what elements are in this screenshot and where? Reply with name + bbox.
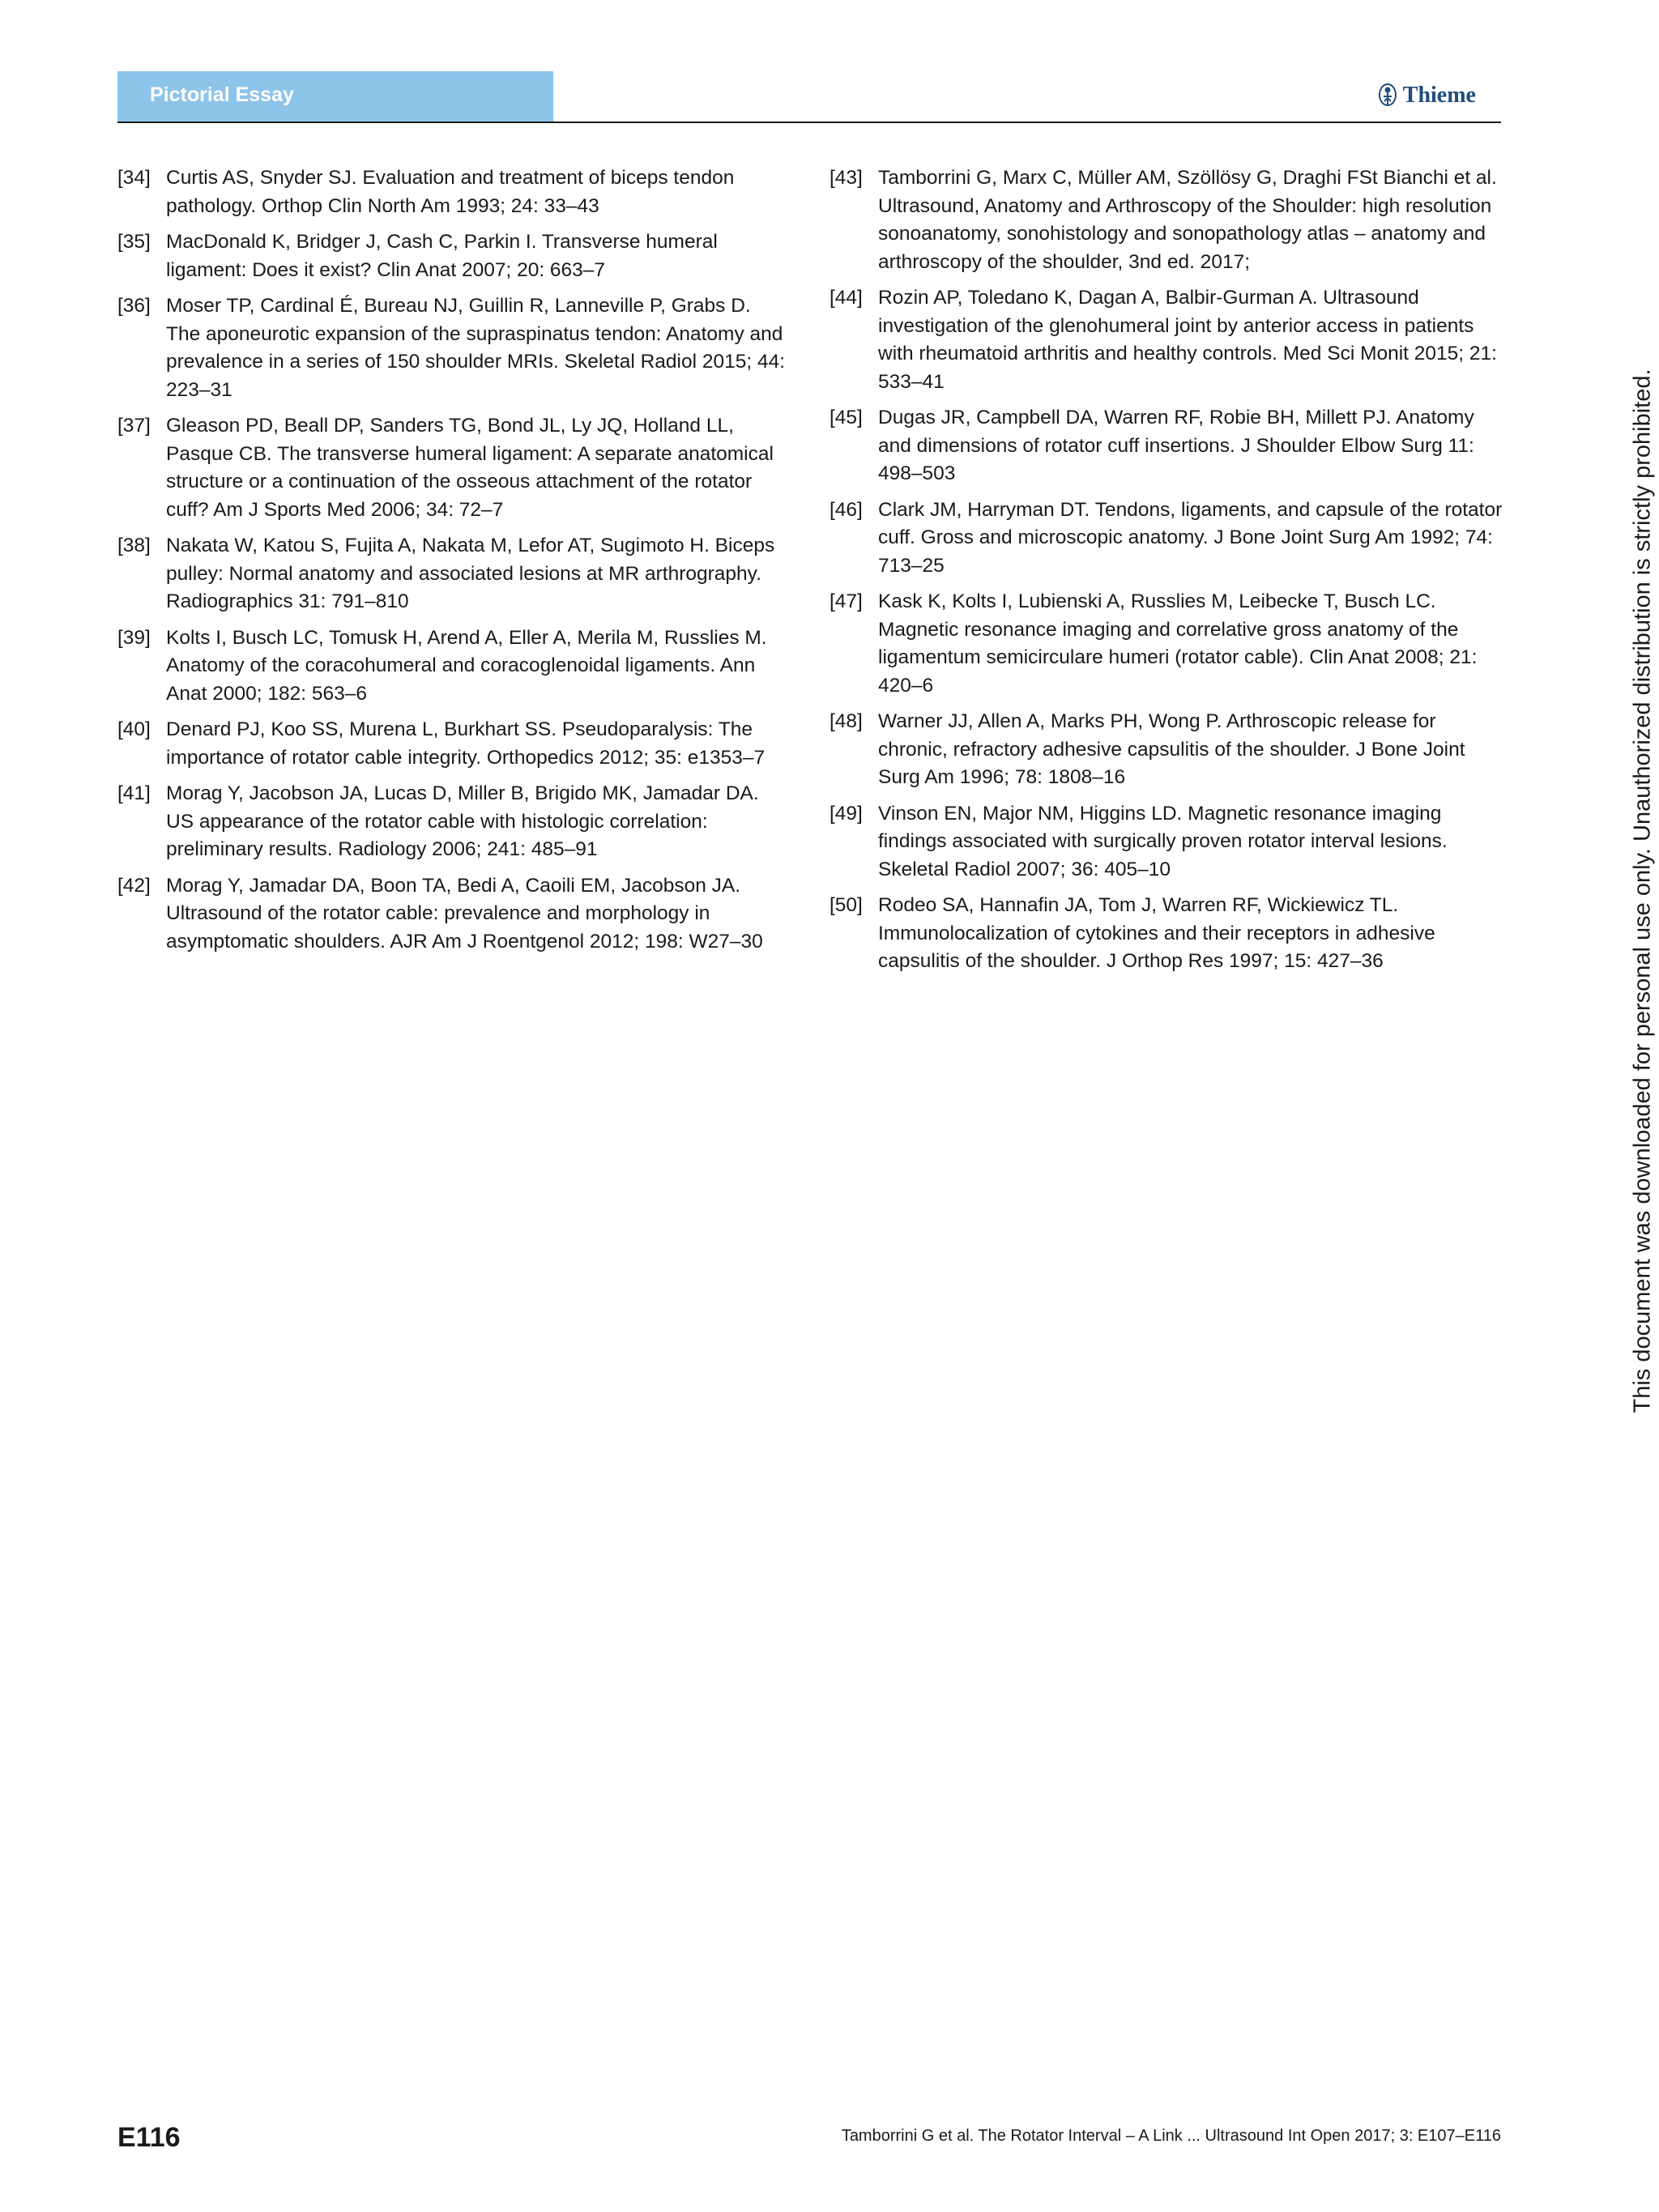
- reference-text: Rozin AP, Toledano K, Dagan A, Balbir-Gurman A. Ultrasound investigation of the glenohumeral joint by anterior access in patients with rheumatoid arthritis and healthy controls. Med Sci Monit 2015; 21: 533–41: [878, 287, 1497, 393]
- reference-text: Tamborrini G, Marx C, Müller AM, Szöllösy G, Draghi FSt Bianchi et al. Ultrasound, Anatomy and Arthroscopy of the Shoulder: high resolution sonoanatomy, sonohistology and sonopathology atlas – anatomy and arthroscopy of the shoulder, 3nd ed. 2017;: [878, 167, 1497, 273]
- reference-column-left: [117, 164, 790, 964]
- section-label-band: [117, 71, 553, 121]
- reference-text: Kolts I, Busch LC, Tomusk H, Arend A, Eller A, Merila M, Russlies M. Anatomy of the coracohumeral and coracoglenoidal ligaments. Ann Anat 2000; 182: 563–6: [166, 626, 767, 705]
- reference-number: [36]: [117, 295, 151, 317]
- reference-text: Curtis AS, Snyder SJ. Evaluation and treatment of biceps tendon pathology. Orthop Clin North Am 1993; 24: 33–43: [166, 167, 735, 217]
- brand-name: Thieme: [1402, 83, 1476, 108]
- reference-number: [38]: [117, 535, 151, 556]
- page-number: E116: [117, 2122, 181, 2153]
- reference-text: MacDonald K, Bridger J, Cash C, Parkin I. Transverse humeral ligament: Does it exist? Clin Anat 2007; 20: 663–7: [166, 231, 718, 281]
- reference-text: Warner JJ, Allen A, Marks PH, Wong P. Arthroscopic release for chronic, refractory adhesive capsulitis of the shoulder. J Bone Joint Surg Am 1996; 78: 1808–16: [878, 710, 1465, 788]
- reference-item: [117, 532, 790, 616]
- reference-text: Kask K, Kolts I, Lubienski A, Russlies M, Leibecke T, Busch LC. Magnetic resonance imaging and correlative gross anatomy of the ligamentum semicirculare humeri (rotator cable). Clin Anat 2008; 21: 420–6: [878, 590, 1478, 697]
- reference-text: Moser TP, Cardinal É, Bureau NJ, Guillin R, Lanneville P, Grabs D. The aponeurotic expansion of the supraspinatus tendon: Anatomy and prevalence in a series of 150 shoulder MRIs. Skeletal Radiol 2015; 44: 223–31: [166, 295, 786, 401]
- brand-logo: [1377, 81, 1476, 110]
- reference-item: [830, 588, 1507, 700]
- reference-text: Dugas JR, Campbell DA, Warren RF, Robie BH, Millett PJ. Anatomy and dimensions of rotator cuff insertions. J Shoulder Elbow Surg 11: 498–503: [878, 407, 1474, 484]
- reference-item: [830, 284, 1507, 396]
- reference-text: Nakata W, Katou S, Fujita A, Nakata M, Lefor AT, Sugimoto H. Biceps pulley: Normal anatomy and associated lesions at MR arthrography. Radiographics 31: 791–810: [166, 535, 775, 612]
- section-label: Pictorial Essay: [150, 83, 294, 106]
- reference-item: [117, 716, 790, 772]
- reference-number: [43]: [830, 167, 863, 189]
- reference-number: [46]: [830, 498, 863, 521]
- reference-item: [830, 708, 1507, 792]
- reference-item: [117, 292, 790, 404]
- reference-number: [41]: [117, 782, 151, 804]
- reference-item: [117, 412, 790, 524]
- footer-citation: Tamborrini G et al. The Rotator Interval – A Link ... Ultrasound Int Open 2017; 3: E107–E116: [841, 2127, 1501, 2145]
- reference-text: Clark JM, Harryman DT. Tendons, ligaments, and capsule of the rotator cuff. Gross and microscopic anatomy. J Bone Joint Surg Am 1992; 74: 713–25: [878, 498, 1503, 577]
- reference-item: [117, 228, 790, 284]
- distribution-notice: This document was downloaded for personal use only. Unauthorized distribution is strictly prohibited.: [1629, 369, 1656, 1413]
- reference-number: [44]: [830, 287, 863, 309]
- reference-text: Vinson EN, Major NM, Higgins LD. Magnetic resonance imaging findings associated with surgically proven rotator interval lesions. Skeletal Radiol 2007; 36: 405–10: [878, 802, 1448, 880]
- reference-item: [117, 872, 790, 957]
- reference-item: [830, 404, 1507, 488]
- thieme-logo-icon: [1377, 82, 1398, 109]
- reference-text: Morag Y, Jacobson JA, Lucas D, Miller B, Brigido MK, Jamadar DA. US appearance of the rotator cable with histologic correlation: preliminary results. Radiology 2006; 241: 485–91: [166, 782, 759, 860]
- reference-item: [117, 624, 790, 709]
- reference-number: [47]: [830, 590, 863, 612]
- reference-text: Rodeo SA, Hannafin JA, Tom J, Warren RF, Wickiewicz TL. Immunolocalization of cytokines and their receptors in adhesive capsulitis of the shoulder. J Orthop Res 1997; 15: 427–36: [878, 894, 1435, 972]
- reference-column-right: [830, 164, 1507, 984]
- reference-item: [117, 780, 790, 864]
- reference-number: [34]: [117, 167, 151, 189]
- reference-number: [40]: [117, 718, 151, 740]
- reference-item: [830, 800, 1507, 884]
- reference-number: [42]: [117, 874, 151, 897]
- reference-number: [39]: [117, 626, 151, 649]
- reference-number: [37]: [117, 415, 151, 437]
- reference-text: Denard PJ, Koo SS, Murena L, Burkhart SS. Pseudoparalysis: The importance of rotator cable integrity. Orthopedics 2012; 35: e1353–7: [166, 718, 766, 769]
- reference-item: [830, 164, 1507, 276]
- reference-number: [49]: [830, 802, 863, 825]
- reference-item: [830, 497, 1507, 581]
- reference-number: [45]: [830, 407, 863, 428]
- reference-number: [35]: [117, 231, 151, 253]
- header-rule: [117, 121, 1501, 123]
- reference-number: [48]: [830, 710, 863, 732]
- reference-number: [50]: [830, 894, 863, 916]
- reference-item: [117, 164, 790, 220]
- reference-item: [830, 892, 1507, 976]
- reference-text: Gleason PD, Beall DP, Sanders TG, Bond JL, Ly JQ, Holland LL, Pasque CB. The transverse humeral ligament: A separate anatomical structure or a continuation of the osseous attachment of the rotator cuff? Am J Sports Med 2006; 34: 72–7: [166, 415, 774, 521]
- reference-text: Morag Y, Jamadar DA, Boon TA, Bedi A, Caoili EM, Jacobson JA. Ultrasound of the rotator cable: prevalence and morphology in asymptomatic shoulders. AJR Am J Roentgenol 2012; 198: W27–30: [166, 874, 763, 953]
